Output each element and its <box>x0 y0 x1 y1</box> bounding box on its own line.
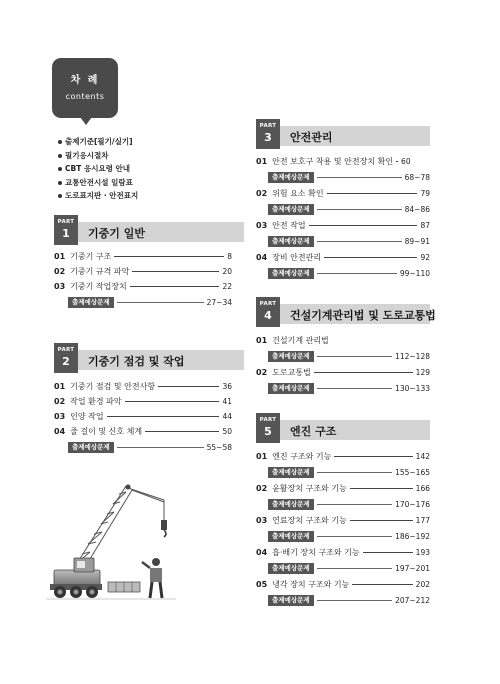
part-5-header <box>256 413 430 443</box>
toc-row[interactable]: 03 안전 작업 87 <box>256 221 430 230</box>
exam-tag: 출제예상문제 <box>268 172 314 183</box>
contents-title: 차 례 <box>70 75 100 86</box>
part-3-header <box>256 119 430 149</box>
exam-tag: 출제예상문제 <box>68 442 114 453</box>
exam-tag: 출제예상문제 <box>68 297 114 308</box>
toc-row[interactable]: 04 장비 안전관리 92 <box>256 253 430 262</box>
exam-tag: 출제예상문제 <box>268 268 314 279</box>
toc-row[interactable]: 01 기중기 구조 8 <box>54 252 232 261</box>
part-number-box: PART 5 <box>256 413 280 443</box>
part-4-header <box>256 297 436 327</box>
exam-row[interactable]: 출제예상문제 130~133 <box>268 382 430 395</box>
part-title: 기중기 일반 <box>88 227 145 240</box>
toc-row[interactable]: 05 냉각 장치 구조와 기능 202 <box>256 580 430 589</box>
exam-tag: 출제예상문제 <box>268 499 314 510</box>
part-band <box>54 222 244 242</box>
part-title: 엔진 구조 <box>290 425 337 438</box>
toc-row[interactable]: 01 엔진 구조와 기능 142 <box>256 452 430 461</box>
toc-row[interactable]: 03 연료장치 구조와 기능 177 <box>256 516 430 525</box>
part-title: 건설기계관리법 및 도로교통법 <box>290 309 436 322</box>
toc-row[interactable]: 02 도로교통법 129 <box>256 368 430 377</box>
intro-item[interactable]: 출제기준[필기/실기] <box>58 135 138 149</box>
exam-tag: 출제예상문제 <box>268 204 314 215</box>
toc-row[interactable]: 02 위험 요소 확인 79 <box>256 189 430 198</box>
part-title: 안전관리 <box>290 131 333 144</box>
boom-tip <box>126 485 131 490</box>
bullet-icon <box>58 194 62 198</box>
exam-row[interactable]: 출제예상문제 84~86 <box>268 203 430 216</box>
toc-row[interactable]: 03 기중기 작업장치 22 <box>54 282 232 291</box>
exam-tag: 출제예상문제 <box>268 236 314 247</box>
crane-illustration <box>46 478 176 608</box>
toc-row[interactable]: 01 기중기 점검 및 안전사항 36 <box>54 382 232 391</box>
bullet-icon <box>58 154 62 158</box>
toc-row[interactable]: 04 줄 걸이 및 신호 체계 50 <box>54 427 232 436</box>
exam-row[interactable]: 출제예상문제 27~34 <box>68 296 232 309</box>
exam-tag: 출제예상문제 <box>268 383 314 394</box>
toc-row[interactable]: 03 인양 작업 44 <box>54 412 232 421</box>
intro-item[interactable]: 도로표지판 · 안전표지 <box>58 189 138 203</box>
part-1-header <box>54 215 244 245</box>
toc-row[interactable]: 01 안전 보호구 착용 및 안전장치 확인 60 <box>256 157 411 166</box>
contents-badge <box>52 58 118 118</box>
exam-row[interactable]: 출제예상문제 155~165 <box>268 466 430 479</box>
part-title: 기중기 점검 및 작업 <box>88 355 185 368</box>
toc-row[interactable]: 01 건설기계 관리법 <box>256 336 329 345</box>
contents-subtitle: contents <box>65 92 105 101</box>
bullet-icon <box>58 181 62 185</box>
exam-row[interactable]: 출제예상문제 197~201 <box>268 562 430 575</box>
exam-row[interactable]: 출제예상문제 68~78 <box>268 171 430 184</box>
part-number-box: PART 1 <box>54 215 78 245</box>
exam-row[interactable]: 출제예상문제 186~192 <box>268 530 430 543</box>
intro-item[interactable]: 필기응시절차 <box>58 149 138 163</box>
bullet-icon <box>58 167 62 171</box>
exam-tag: 출제예상문제 <box>268 467 314 478</box>
exam-tag: 출제예상문제 <box>268 351 314 362</box>
part-2-header <box>54 343 244 373</box>
part-band <box>256 126 430 146</box>
part-number-box: PART 2 <box>54 343 78 373</box>
exam-tag: 출제예상문제 <box>268 595 314 606</box>
toc-row[interactable]: 02 기중기 규격 파악 20 <box>54 267 232 276</box>
intro-item[interactable]: 교통안전시설 일람표 <box>58 176 138 190</box>
exam-tag: 출제예상문제 <box>268 563 314 574</box>
intro-item[interactable]: CBT 응시요령 안내 <box>58 162 138 176</box>
part-number-box: PART 4 <box>256 297 280 327</box>
toc-row[interactable]: 02 작업 환경 파악 41 <box>54 397 232 406</box>
intro-list <box>58 135 138 203</box>
exam-row[interactable]: 출제예상문제 89~91 <box>268 235 430 248</box>
part-number-box: PART 3 <box>256 119 280 149</box>
bullet-icon <box>58 140 62 144</box>
exam-row[interactable]: 출제예상문제 207~212 <box>268 594 430 607</box>
badge-tail <box>80 117 92 125</box>
exam-row[interactable]: 출제예상문제 112~128 <box>268 350 430 363</box>
toc-row[interactable]: 04 흡·배기 장치 구조와 기능 193 <box>256 548 430 557</box>
part-band <box>256 420 430 440</box>
exam-tag: 출제예상문제 <box>268 531 314 542</box>
exam-row[interactable]: 출제예상문제 99~110 <box>268 267 430 280</box>
toc-row[interactable]: 02 윤활장치 구조와 기능 166 <box>256 484 430 493</box>
exam-row[interactable]: 출제예상문제 55~58 <box>68 441 232 454</box>
exam-row[interactable]: 출제예상문제 170~176 <box>268 498 430 511</box>
